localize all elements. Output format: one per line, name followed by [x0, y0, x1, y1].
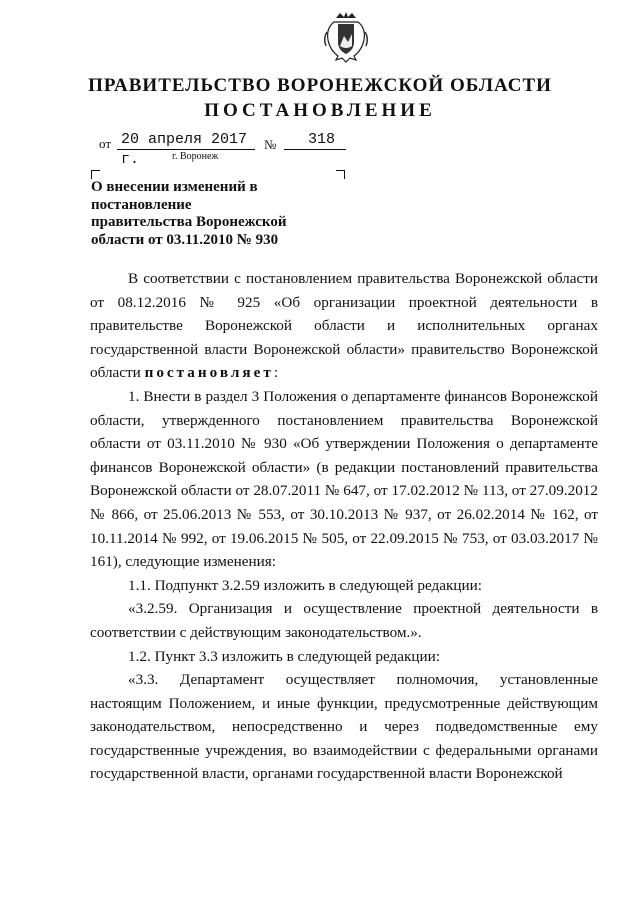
document-number: 318: [284, 130, 346, 150]
number-label: №: [264, 137, 277, 152]
preamble-end: :: [273, 364, 279, 382]
organization-title: ПРАВИТЕЛЬСТВО ВОРОНЕЖСКОЙ ОБЛАСТИ: [88, 75, 552, 96]
date-prefix-label: от: [99, 136, 112, 151]
document-subject: [91, 179, 331, 249]
preamble-paragraph: [90, 267, 598, 385]
document-type: ПОСТАНОВЛЕНИЕ: [204, 100, 436, 121]
document-date: 20 апреля 2017 г.: [117, 130, 255, 150]
resolution-keyword: постановляет: [144, 364, 274, 382]
subject-bracket-right: [336, 170, 345, 179]
preamble-text: В соответствии с постановлением правительства Воронежской области от 08.12.2016 № 925 «Об организации проектной деятельности в правительстве Воронежской области и исполнительных органах государственной власти Воронежской области» правительство Воронежской области: [90, 270, 598, 382]
document-body: [90, 267, 598, 786]
subject-line: постановление: [91, 196, 192, 213]
paragraph: «3.3. Департамент осуществляет полномочия, установленные настоящим Положением, и иные функции, предусмотренные действующим законодательством, непосредственно и через подведомственные ему государственные учреждения, во взаимодействии с федеральными органами государственной власти, органами государственной власти Воронежской: [90, 671, 598, 783]
subject-line: правительства Воронежской: [91, 214, 287, 230]
paragraph: 1.1. Подпункт 3.2.59 изложить в следующей редакции:: [128, 576, 482, 594]
coat-of-arms-icon: [322, 10, 370, 66]
paragraph: «3.2.59. Организация и осуществление проектной деятельности в соответствии с действующим законодательством.».: [90, 600, 598, 641]
subject-line: области от 03.11.2010 № 930: [91, 231, 279, 248]
subject-bracket-left: [91, 170, 100, 179]
paragraph: 1.2. Пункт 3.3 изложить в следующей редакции:: [128, 647, 441, 665]
paragraph: 1. Внести в раздел 3 Положения о департаменте финансов Воронежской области, утвержденного постановлением правительства Воронежской области от 03.11.2010 № 930 «Об утверждении Положения о департаменте финансов Воронежской области» (в редакции постановлений правительства Воронежской области от 28.07.2011 № 647, от 17.02.2012 № 113, от 27.09.2012 № 866, от 25.06.2013 № 553, от 30.10.2013 № 937, от 26.02.2014 № 162, от 10.11.2014 № 992, от 19.06.2015 № 505, от 22.09.2015 № 753, от 03.03.2017 № 161), следующие изменения:: [90, 387, 598, 571]
subject-line: О внесении изменений в: [91, 179, 258, 195]
city-label: г. Воронеж: [172, 151, 219, 162]
